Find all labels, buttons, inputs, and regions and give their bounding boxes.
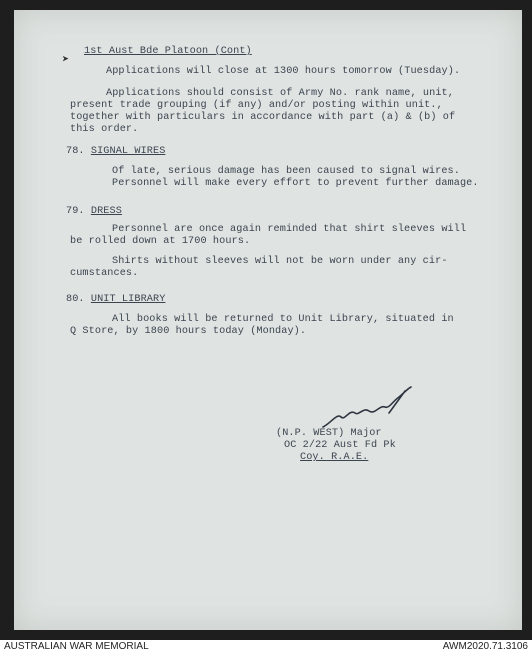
item-79-line: be rolled down at 1700 hours. [70, 236, 251, 247]
paragraph-applications-close: Applications will close at 1300 hours tomorrow (Tuesday). [106, 66, 461, 77]
footer-accession-number: AWM2020.71.3106 [442, 641, 528, 652]
paragraph-line: together with particulars in accordance with part (a) & (b) of [70, 112, 456, 123]
handwritten-signature [319, 383, 419, 433]
item-78-line: Of late, serious damage has been caused to signal wires. [112, 166, 460, 177]
item-78-line: Personnel will make every effort to prevent further damage. [112, 178, 479, 189]
paragraph-line: Applications should consist of Army No. rank name, unit, [106, 88, 454, 99]
item-80-heading [66, 294, 165, 305]
paragraph-line: this order. [70, 124, 139, 135]
paragraph-line: present trade grouping (if any) and/or posting within unit., [70, 100, 443, 111]
item-number: 80. [66, 294, 85, 305]
section-heading: 1st Aust Bde Platoon (Cont) [84, 46, 252, 57]
item-79-line: Personnel are once again reminded that shirt sleeves will [112, 224, 467, 235]
item-79-line: cumstances. [70, 268, 139, 279]
arrow-mark-icon: ➤ [62, 53, 70, 67]
item-number: 79. [66, 206, 85, 217]
signature-unit: OC 2/22 Aust Fd Pk [284, 440, 396, 451]
item-title: DRESS [90, 206, 122, 217]
item-78-heading [66, 146, 165, 157]
item-title: UNIT LIBRARY [90, 294, 166, 305]
item-80-line: All books will be returned to Unit Library, situated in [112, 314, 454, 325]
item-79-heading [66, 206, 122, 217]
footer-institution: AUSTRALIAN WAR MEMORIAL [4, 641, 149, 652]
document-page [14, 10, 522, 630]
item-80-line: Q Store, by 1800 hours today (Monday). [70, 326, 307, 337]
signature-name: (N.P. WEST) Major [276, 428, 382, 439]
item-number: 78. [66, 146, 85, 157]
item-title: SIGNAL WIRES [90, 146, 166, 157]
signature-coy: Coy. R.A.E. [300, 452, 369, 463]
archive-footer [0, 640, 532, 653]
item-79-line: Shirts without sleeves will not be worn under any cir- [112, 256, 448, 267]
